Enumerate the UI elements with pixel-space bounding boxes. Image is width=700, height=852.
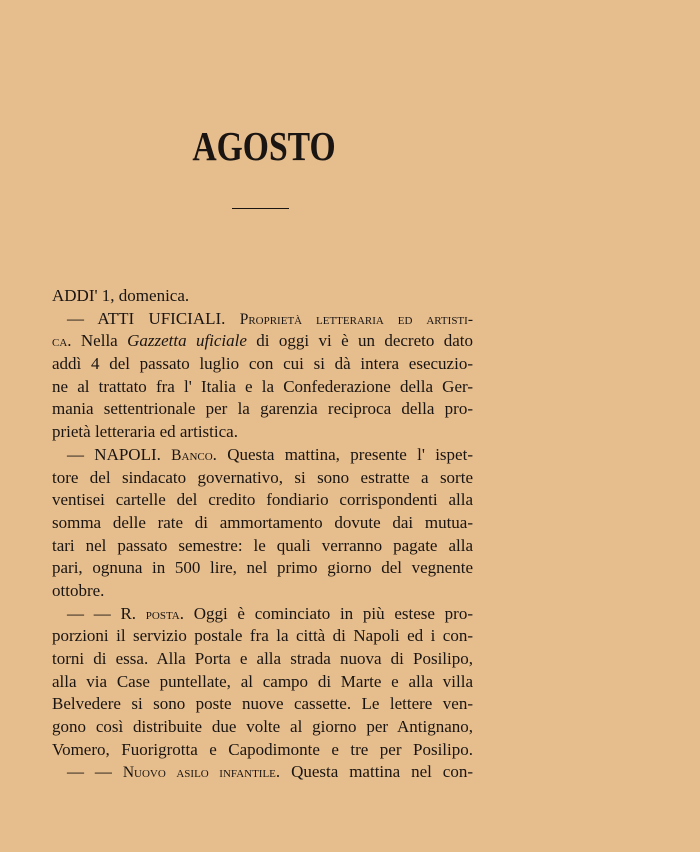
text-line: tore del sindacato governativo, si sono estratte a sorte	[52, 467, 473, 487]
text-line: — NAPOLI. Banco. Questa mattina, presente l' ispet-	[67, 444, 473, 464]
date-line: ADDI' 1, domenica.	[52, 286, 190, 305]
text-line: mania settentrionale per la garenzia reciproca della pro-	[52, 399, 473, 419]
text-line: — — Nuovo asilo infantile. Questa mattina nel con-	[67, 762, 473, 782]
text-line: somma delle rate di ammortamento dovute dai mutua-	[52, 512, 473, 532]
entry-napoli	[52, 444, 473, 603]
entry-posta	[52, 603, 473, 762]
text-line: ottobre.	[52, 580, 105, 600]
text-line: tari nel passato semestre: le quali verranno pagate alla	[52, 535, 473, 555]
text-line: ventisei cartelle del credito fondiario corrispondenti alla	[52, 490, 473, 510]
text-line: porzioni il servizio postale fra la città di Napoli ed i con-	[52, 626, 473, 646]
text-line: torni di essa. Alla Porta e alla strada nuova di Posilipo,	[52, 649, 473, 668]
page-title: AGOSTO	[192, 123, 336, 169]
entry-atti-uficiali	[52, 308, 473, 444]
text-line: — ATTI UFICIALI. Proprietà letteraria ed artisti-	[67, 308, 473, 328]
text-line: addì 4 del passato luglio con cui si dà intera esecuzio-	[52, 354, 473, 374]
text-line: ne al trattato fra l' Italia e la Confederazione della Ger-	[52, 376, 473, 396]
text-line: Vomero, Fuorigrotta e Capodimonte e tre per Posilipo.	[52, 739, 473, 759]
chronicle-text	[52, 285, 473, 784]
text-line: gono così distribuite due volte al giorno per Antignano,	[52, 717, 473, 737]
entry-asilo	[52, 761, 473, 784]
text-line: prietà letteraria ed artistica.	[52, 422, 238, 442]
text-line: Belvedere si sono poste nuove cassette. Le lettere ven-	[52, 694, 473, 714]
text-line: pari, ognuna in 500 lire, nel primo giorno del vegnente	[52, 558, 473, 578]
title-divider	[232, 208, 289, 209]
text-line: — — R. posta. Oggi è cominciato in più estese pro-	[67, 603, 473, 623]
text-line: ca. Nella Gazzetta uficiale di oggi vi è un decreto dato	[52, 331, 473, 351]
text-line: alla via Case puntellate, al campo di Marte e alla villa	[52, 671, 473, 691]
